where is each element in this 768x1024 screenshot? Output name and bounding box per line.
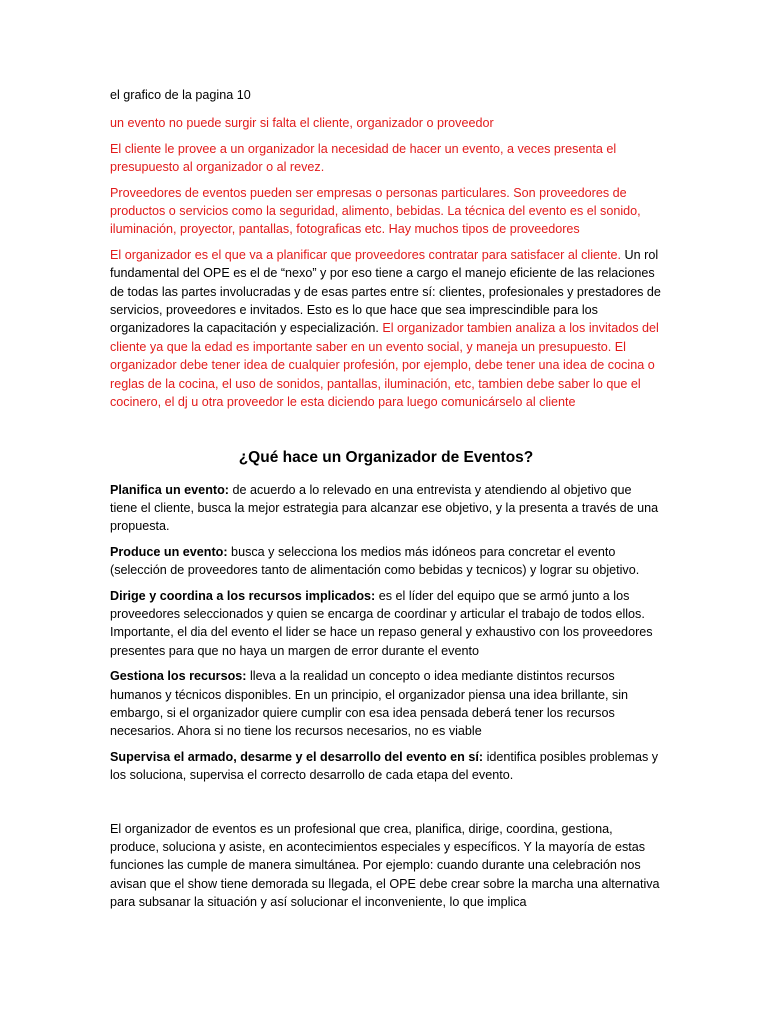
section-title: ¿Qué hace un Organizador de Eventos? [238,448,534,466]
item-term: Produce un evento: [110,544,228,559]
closing-paragraph: El organizador de eventos es un profesional que crea, planifica, dirige, coordina, gestiona, produce, soluciona y asiste, en acontecimientos especiales y específicos. Y la mayoría de estas funciones las cumple de manera simultánea. Por ejemplo: cuando durante una celebración nos avisan que el show tiene demorada su llegada, el OPE debe crear sobre la marcha una alternativa para subsanar la situación y así solucionar el inconveniente, lo que implica [110,821,660,910]
item-text: es el líder del equipo que se armó junto a los proveedores seleccionados y quien se encarga de coordinar y articular el trabajo de todos ellos. Importante, el dia del evento el lider se hace un repaso general y exhaustivo con los proveedores presentes para que no haya un margen de error durante el evento [110,588,653,658]
note-red-1: un evento no puede surgir si falta el cliente, organizador o proveedor [110,116,494,131]
item-term: Gestiona los recursos: [110,669,247,684]
item-term: Dirige y coordina a los recursos implicados: [110,588,376,603]
item-text: busca y selecciona los medios más idóneos para concretar el evento (selección de proveedores tanto de alimentación como bebidas y tecnicos) y lograr su objetivo. [110,544,640,578]
mixed-black-middle: Un rol fundamental del OPE es el de “nexo” y por eso tiene a cargo el manejo eficiente de las relaciones de todas las partes involucradas y de esas partes entre sí: clientes, profesionales y prestadores de servicios, proveedores e invitados. Esto es lo que hace que sea imprescindible para los organizadores la capacitación y especialización [110,247,661,336]
item-term: Planifica un evento: [110,482,229,497]
item-term: Supervisa el armado, desarme y el desarrollo del evento en sí: [110,749,484,764]
item-planifica [110,481,662,536]
mixed-paragraph [110,246,662,412]
note-red-3: Proveedores de eventos pueden ser empresas o personas particulares. Son proveedores de productos o servicios como la seguridad, alimento, bebidas. La técnica del evento es el sonido, iluminación, proyector, pantallas, fotograficas etc. Hay muchos tipos de proveedores [110,185,641,237]
mixed-red-end: El organizador tambien analiza a los invitados del cliente ya que la edad es importante saber en un evento social, y maneja un presupuesto. El organizador debe tener idea de cualquier profesión, por ejemplo, debe tener una idea de cocina o reglas de la cocina, el uso de sonidos, pantallas, iluminación, etc, tambien debe saber lo que el cocinero, el dj u otra proveedor le esta diciendo para luego comunicárselo al cliente [110,321,659,410]
item-produce [110,543,662,580]
mixed-red-start: El organizador es el que va a planificar que proveedores contratar para satisfacer al cliente. [110,247,622,262]
item-text: identifica posibles problemas y los soluciona, supervisa el correcto desarrollo de cada etapa del evento. [110,749,659,783]
item-gestiona [110,667,662,741]
item-dirige [110,587,662,661]
mixed-dot: . [375,321,379,336]
item-text: de acuerdo a lo relevado en una entrevista y atendiendo al objetivo que tiene el cliente, busca la mejor estrategia para alcanzar ese objetivo, y la presenta a través de una propuesta. [110,482,659,534]
note-line: el grafico de la pagina 10 [110,88,251,102]
note-red-2: El cliente le provee a un organizador la necesidad de hacer un evento, a veces presenta el presupuesto al organizador o al revez. [110,141,617,175]
item-text: lleva a la realidad un concepto o idea mediante distintos recursos humanos y técnicos disponibles. En un principio, el organizador piensa una idea brillante, sin embargo, si el organizador quiere cumplir con esa idea pensada deberá tener los recursos necesarios. Ahora si no tiene los recursos necesarios, no es viable [110,669,629,739]
item-supervisa [110,748,662,785]
paragraph-gap [110,792,662,820]
